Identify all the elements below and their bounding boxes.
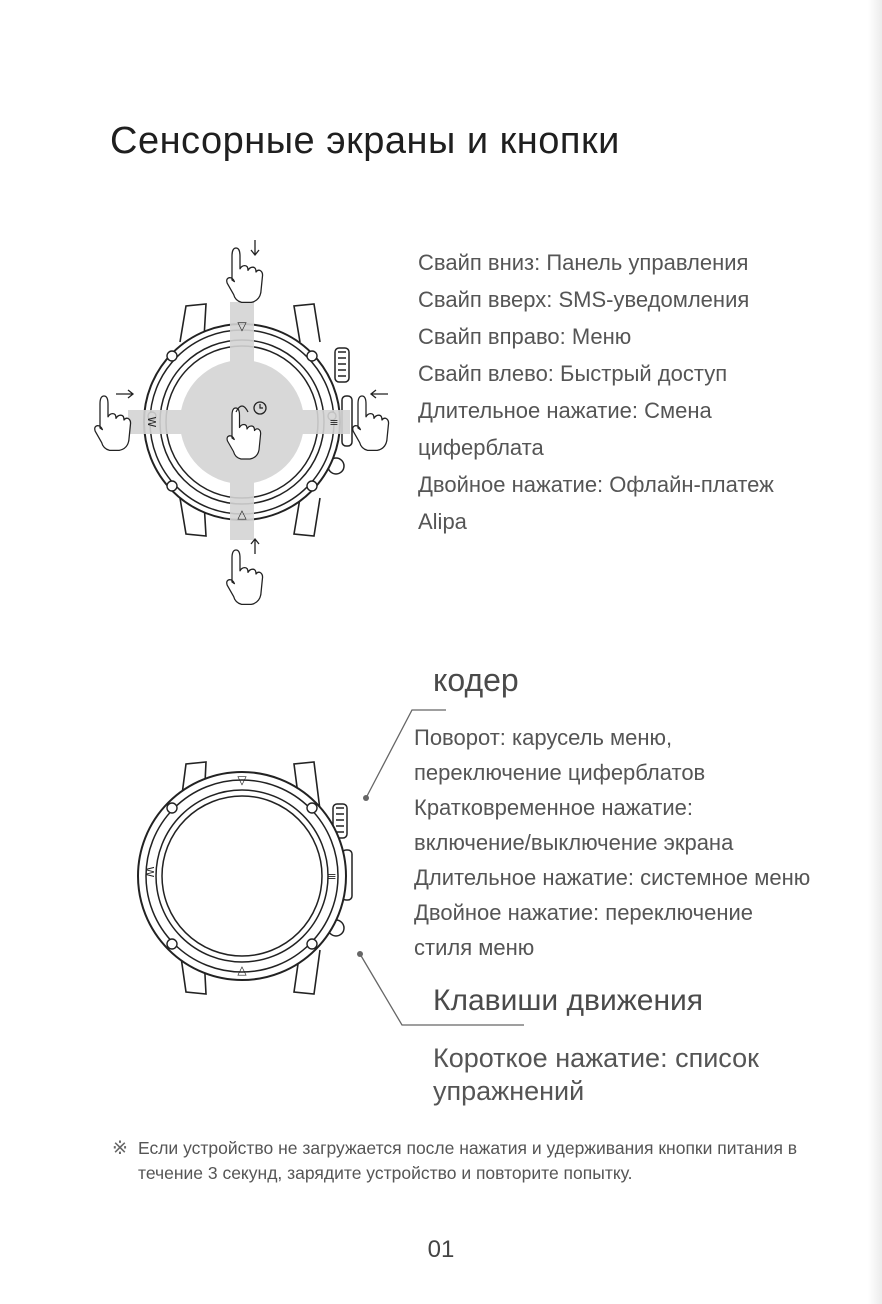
arrow-right-icon: [116, 390, 133, 398]
keys-heading: Клавиши движения: [433, 984, 704, 1017]
encoder-item-rotate-cont: переключение циферблатов: [414, 760, 706, 785]
gesture-list: [418, 244, 868, 540]
bezel-left-mark: W: [143, 866, 156, 878]
encoder-item-double-press: Двойное нажатие: переключение: [414, 900, 753, 925]
reference-mark-icon: ※: [112, 1138, 128, 1159]
watch-gesture-diagram: [80, 230, 400, 610]
bezel-right-mark: ≡: [327, 870, 337, 883]
arrow-down-icon: [251, 240, 259, 255]
encoder-item-short-press-cont: включение/выключение экрана: [414, 830, 734, 855]
bezel-bottom-mark: △: [237, 507, 247, 521]
keys-description: [433, 1042, 853, 1108]
gesture-swipe-up: Свайп вверх: SMS-уведомления: [418, 287, 750, 312]
arrow-left-icon: [371, 390, 388, 398]
encoder-list: [414, 720, 882, 965]
bezel-left-mark: W: [145, 416, 158, 428]
bezel-top-mark: ▽: [237, 319, 247, 333]
gesture-long-press-cont: циферблата: [418, 435, 544, 460]
bezel-bottom-mark: △: [237, 963, 247, 977]
encoder-item-short-press: Кратковременное нажатие:: [414, 795, 693, 820]
gesture-swipe-down: Свайп вниз: Панель управления: [418, 250, 749, 275]
keys-desc-line-1: Короткое нажатие: список: [433, 1043, 759, 1073]
encoder-item-long-press: Длительное нажатие: системное меню: [414, 865, 811, 890]
swipe-right-hand-icon: [95, 396, 131, 450]
gesture-double-tap-cont: Alipa: [418, 509, 467, 534]
bezel-top-mark: ▽: [237, 773, 247, 787]
encoder-item-double-press-cont: стиля меню: [414, 935, 535, 960]
swipe-up-hand-icon: [227, 550, 263, 604]
swipe-down-hand-icon: [227, 248, 263, 302]
encoder-heading: кодер: [433, 662, 519, 698]
arrow-up-icon: [251, 539, 259, 554]
swipe-left-hand-icon: [353, 396, 389, 450]
gesture-long-press: Длительное нажатие: Смена: [418, 398, 712, 423]
page-title: Сенсорные экраны и кнопки: [110, 120, 620, 162]
keys-desc-line-2: упражнений: [433, 1076, 585, 1106]
page-edge-shadow: [868, 0, 882, 1304]
gesture-swipe-right: Свайп вправо: Меню: [418, 324, 632, 349]
encoder-item-rotate: Поворот: карусель меню,: [414, 725, 673, 750]
gesture-double-tap: Двойное нажатие: Офлайн-платеж: [418, 472, 774, 497]
bezel-right-mark: ≡: [329, 416, 339, 429]
footnote-text: Если устройство не загружается после нажатия и удерживания кнопки питания в течение 3 секунд, зарядите устройство и повторите попытку.: [138, 1138, 798, 1183]
gesture-swipe-left: Свайп влево: Быстрый доступ: [418, 361, 728, 386]
page-number: 01: [427, 1236, 455, 1263]
